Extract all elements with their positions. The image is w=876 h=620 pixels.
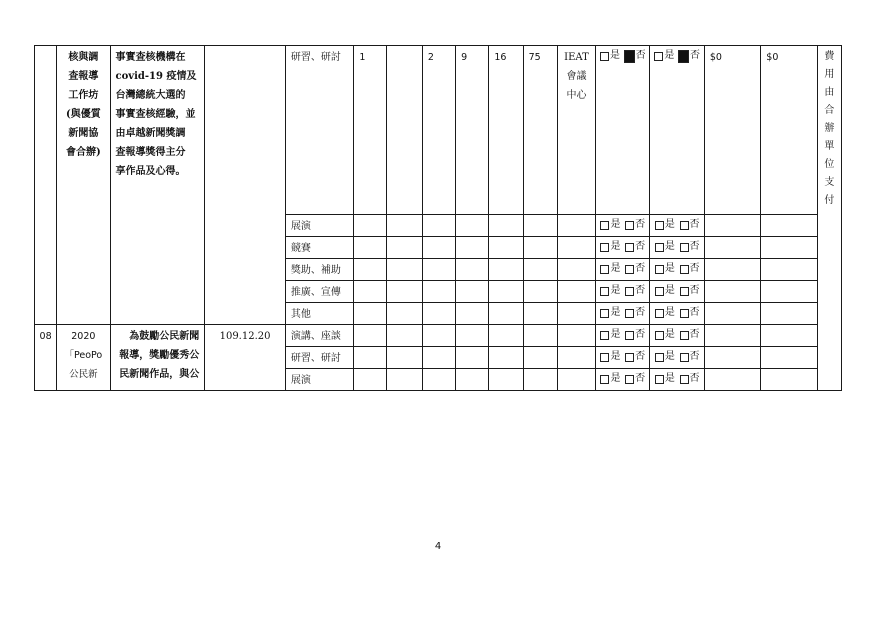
no-option[interactable]: 否 (680, 348, 700, 366)
note-cell: 費 用 由 合 辦 單 位 支 付 (817, 46, 841, 391)
activity-title-cell (57, 325, 110, 391)
checkbox-cell (596, 215, 650, 237)
activity-description-cell (110, 325, 205, 391)
checkbox-icon[interactable] (655, 331, 664, 340)
no-option[interactable]: 否 (625, 238, 645, 256)
no-option[interactable]: 否 (680, 282, 700, 300)
amount-cell: $0 (761, 46, 817, 215)
checkbox-icon[interactable] (625, 265, 634, 274)
title-line: 2020 (71, 331, 96, 342)
checked-box-icon[interactable] (678, 50, 689, 63)
yes-option[interactable]: 是 (600, 348, 620, 366)
checkbox-icon[interactable] (680, 243, 689, 252)
desc-line: 事實查核機構在 (115, 52, 186, 63)
checkbox-icon[interactable] (680, 353, 689, 362)
yes-option[interactable]: 是 (600, 47, 620, 65)
desc-line: 由卓越新聞獎調 (115, 128, 186, 139)
checkbox-cell (596, 325, 650, 347)
amount-cell: $0 (704, 46, 760, 215)
count-cell: 9 (456, 46, 489, 215)
activity-type-cell: 展演 (285, 215, 354, 237)
checkbox-cell (596, 347, 650, 369)
checkbox-icon[interactable] (625, 353, 634, 362)
count-cell: 75 (523, 46, 557, 215)
checkbox-cell (650, 237, 704, 259)
activity-description-cell (110, 46, 205, 325)
checkbox-cell (650, 369, 704, 391)
no-option[interactable]: 否 (625, 326, 645, 344)
checkbox-icon[interactable] (655, 265, 664, 274)
title-line: 「PeoPo (64, 350, 103, 361)
yes-option[interactable]: 是 (655, 282, 675, 300)
activity-title-cell (57, 46, 110, 325)
checkbox-cell (596, 237, 650, 259)
activity-type-cell: 演講、座談 (285, 325, 354, 347)
no-option[interactable]: 否 (625, 260, 645, 278)
checkbox-icon[interactable] (655, 287, 664, 296)
title-line: 公民新 (69, 369, 98, 380)
activity-type-cell: 推廣、宣傳 (285, 281, 354, 303)
count-cell (386, 46, 422, 215)
activity-type-cell: 研習、研討 (285, 46, 354, 215)
checkbox-icon[interactable] (680, 287, 689, 296)
checkbox-icon[interactable] (600, 243, 609, 252)
no-option[interactable]: 否 (680, 216, 700, 234)
venue-line: 會議 (566, 71, 587, 82)
count-cell: 1 (354, 46, 386, 215)
checkbox-cell (650, 303, 704, 325)
activity-type-cell: 獎助、補助 (285, 259, 354, 281)
checkbox-cell (596, 303, 650, 325)
yes-option[interactable]: 是 (600, 238, 620, 256)
checkbox-icon[interactable] (600, 221, 609, 230)
checkbox-icon[interactable] (655, 353, 664, 362)
checkbox-cell (596, 369, 650, 391)
checkbox-icon[interactable] (680, 265, 689, 274)
activity-table (34, 45, 842, 391)
date-cell: 109.12.20 (205, 325, 286, 391)
activity-type-cell: 展演 (285, 369, 354, 391)
row-number-cell: 08 (35, 325, 57, 391)
checkbox-cell (596, 46, 650, 215)
checkbox-icon[interactable] (600, 52, 609, 61)
no-option[interactable]: 否 (680, 238, 700, 256)
checkbox-icon[interactable] (680, 375, 689, 384)
activity-type-cell: 研習、研討 (285, 347, 354, 369)
no-option[interactable]: 否 (625, 370, 645, 388)
checkbox-cell (650, 46, 704, 215)
desc-line: 享作品及心得。 (115, 166, 186, 177)
desc-line: 為鼓勵公民新聞 (129, 331, 200, 342)
checkbox-icon[interactable] (625, 221, 634, 230)
count-cell: 16 (489, 46, 523, 215)
yes-option[interactable]: 是 (655, 370, 675, 388)
checkbox-cell (650, 281, 704, 303)
table-row (35, 46, 842, 215)
no-option[interactable]: 否 (680, 260, 700, 278)
checkbox-cell (650, 325, 704, 347)
desc-line: 報導，獎勵優秀公 (119, 350, 200, 361)
desc-line: 查報導獎得主分 (115, 147, 186, 158)
yes-option[interactable]: 是 (600, 370, 620, 388)
yes-option[interactable]: 是 (655, 304, 675, 322)
yes-option[interactable]: 是 (600, 260, 620, 278)
checkbox-icon[interactable] (680, 331, 689, 340)
checkbox-cell (650, 215, 704, 237)
checkbox-icon[interactable] (625, 375, 634, 384)
venue-line: IEAT (564, 52, 589, 63)
checkbox-cell (596, 259, 650, 281)
checkbox-icon[interactable] (600, 375, 609, 384)
desc-line: 台灣總統大選的 (115, 90, 186, 101)
checkbox-cell (596, 281, 650, 303)
no-option[interactable]: 否 (678, 47, 700, 65)
checkbox-icon[interactable] (600, 265, 609, 274)
checkbox-icon[interactable] (625, 309, 634, 318)
desc-line: 民新聞作品，與公 (119, 369, 200, 380)
checkbox-icon[interactable] (655, 243, 664, 252)
yes-option[interactable]: 是 (600, 282, 620, 300)
page-number: 4 (434, 541, 442, 552)
yes-option[interactable]: 是 (655, 238, 675, 256)
title-line: 新聞協 (68, 128, 99, 139)
no-option[interactable]: 否 (625, 348, 645, 366)
yes-option[interactable]: 是 (655, 260, 675, 278)
checkbox-icon[interactable] (625, 287, 634, 296)
no-option[interactable]: 否 (624, 47, 646, 65)
no-option[interactable]: 否 (680, 304, 700, 322)
title-line: 查報導 (68, 71, 99, 82)
activity-type-cell: 競賽 (285, 237, 354, 259)
no-option[interactable]: 否 (680, 370, 700, 388)
table-row (35, 325, 842, 347)
checkbox-icon[interactable] (655, 375, 664, 384)
no-option[interactable]: 否 (680, 326, 700, 344)
checkbox-icon[interactable] (600, 309, 609, 318)
checkbox-icon[interactable] (654, 52, 663, 61)
no-option[interactable]: 否 (625, 304, 645, 322)
checkbox-icon[interactable] (655, 309, 664, 318)
yes-option[interactable]: 是 (600, 326, 620, 344)
checkbox-icon[interactable] (600, 353, 609, 362)
desc-line: covid-19 疫情及 (115, 71, 197, 82)
activity-type-cell: 其他 (285, 303, 354, 325)
checkbox-icon[interactable] (680, 221, 689, 230)
no-option[interactable]: 否 (625, 216, 645, 234)
checkbox-cell (650, 347, 704, 369)
yes-option[interactable]: 是 (655, 216, 675, 234)
date-cell (205, 46, 286, 325)
checkbox-icon[interactable] (600, 331, 609, 340)
title-line: 會合辦) (65, 147, 101, 158)
desc-line: 事實查核經驗，並 (115, 109, 196, 120)
title-line: 核與調 (68, 52, 99, 63)
yes-option[interactable]: 是 (655, 348, 675, 366)
yes-option[interactable]: 是 (600, 304, 620, 322)
title-line: (與優質 (65, 109, 101, 120)
checkbox-icon[interactable] (625, 331, 634, 340)
venue-cell (557, 46, 595, 215)
count-cell: 2 (422, 46, 455, 215)
yes-option[interactable]: 是 (655, 326, 675, 344)
venue-line: 中心 (566, 90, 587, 101)
yes-option[interactable]: 是 (600, 216, 620, 234)
checkbox-cell (650, 259, 704, 281)
yes-option[interactable]: 是 (654, 47, 674, 65)
checked-box-icon[interactable] (624, 50, 635, 63)
checkbox-icon[interactable] (655, 221, 664, 230)
checkbox-icon[interactable] (680, 309, 689, 318)
checkbox-icon[interactable] (600, 287, 609, 296)
no-option[interactable]: 否 (625, 282, 645, 300)
title-line: 工作坊 (68, 90, 99, 101)
row-number-cell (35, 46, 57, 325)
checkbox-icon[interactable] (625, 243, 634, 252)
